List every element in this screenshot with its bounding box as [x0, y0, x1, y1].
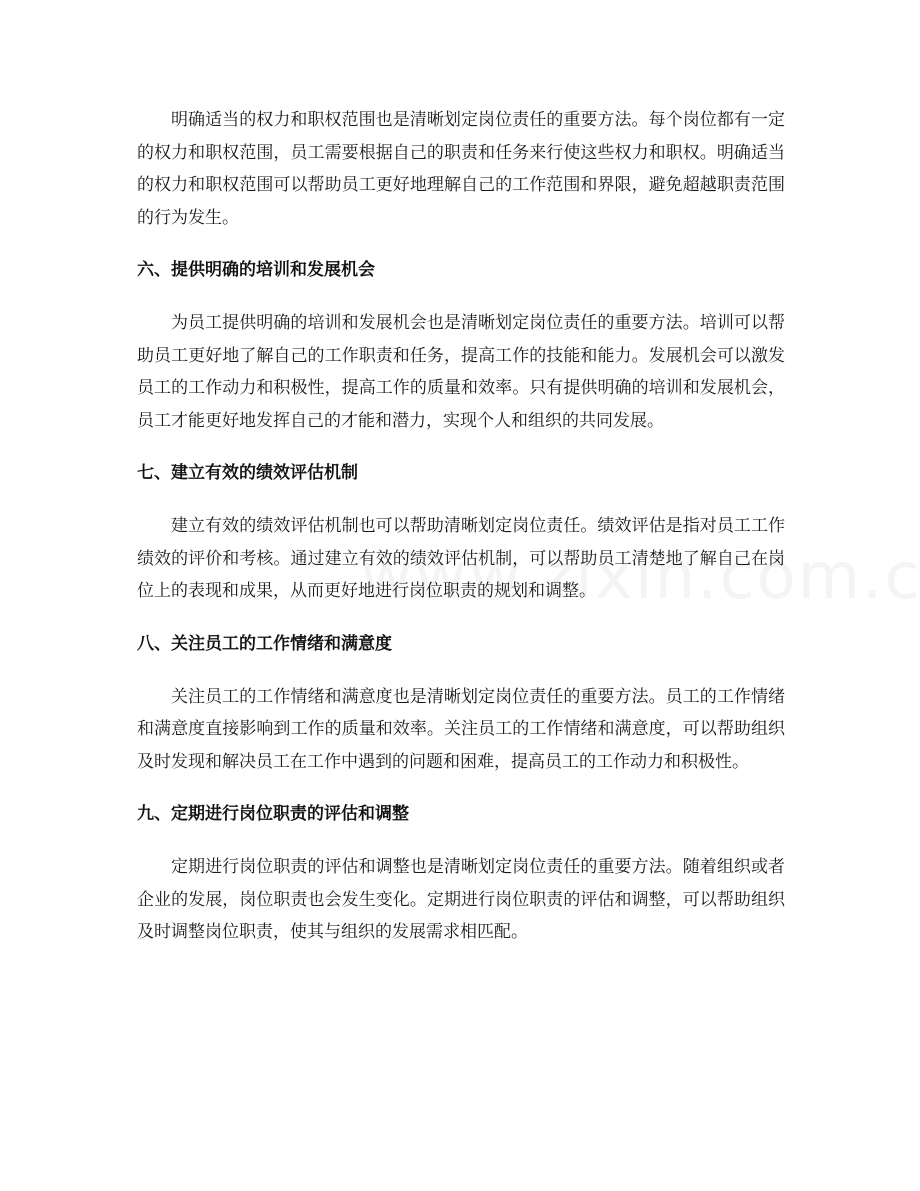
section-heading-7: 七、建立有效的绩效评估机制 — [137, 463, 358, 483]
document-body — [137, 104, 785, 949]
section-paragraph-6: 为员工提供明确的培训和发展机会也是清晰划定岗位责任的重要方法。培训可以帮助员工更好地了解自己的工作职责和任务，提高工作的技能和能力。发展机会可以激发员工的工作动力和积极性，提高工作的质量和效率。只有提供明确的培训和发展机会，员工才能更好地发挥自己的才能和潜力，实现个人和组织的共同发展。 — [137, 313, 785, 431]
section-paragraph-8: 关注员工的工作情绪和满意度也是清晰划定岗位责任的重要方法。员工的工作情绪和满意度直接影响到工作的质量和效率。关注员工的工作情绪和满意度，可以帮助组织及时发现和解决员工在工作中遇到的问题和困难，提高员工的工作动力和积极性。 — [137, 686, 785, 772]
section-heading-6: 六、提供明确的培训和发展机会 — [137, 260, 375, 280]
section-paragraph-9: 定期进行岗位职责的评估和调整也是清晰划定岗位责任的重要方法。随着组织或者企业的发展，岗位职责也会发生变化。定期进行岗位职责的评估和调整，可以帮助组织及时调整岗位职责，使其与组织的发展需求相匹配。 — [137, 857, 785, 942]
section-heading-8: 八、关注员工的工作情绪和满意度 — [137, 633, 392, 654]
section-heading-9: 九、定期进行岗位职责的评估和调整 — [137, 804, 409, 824]
intro-paragraph: 明确适当的权力和职权范围也是清晰划定岗位责任的重要方法。每个岗位都有一定的权力和职权范围，员工需要根据自己的职责和任务来行使这些权力和职权。明确适当的权力和职权范围可以帮助员工更好地理解自己的工作范围和界限，避免超越职责范围的行为发生。 — [137, 110, 785, 228]
section-paragraph-7: 建立有效的绩效评估机制也可以帮助清晰划定岗位责任。绩效评估是指对员工工作绩效的评价和考核。通过建立有效的绩效评估机制，可以帮助员工清楚地了解自己在岗位上的表现和成果，从而更好地进行岗位职责的规划和调整。 — [137, 516, 785, 601]
